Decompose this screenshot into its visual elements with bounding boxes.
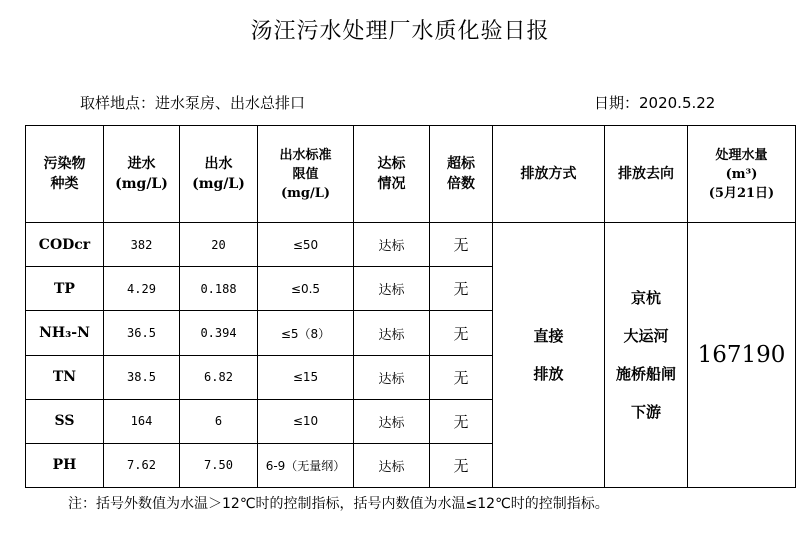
header-volume: 处理水量 (m³) (5月21日) (688, 126, 796, 223)
discharge-direction: 京杭 大运河 施桥船闸 下游 (605, 223, 688, 488)
limit-value: 6-9（无量纲） (258, 443, 354, 487)
header-discharge-direction: 排放去向 (605, 126, 688, 223)
report-title: 汤汪污水处理厂水质化验日报 (250, 19, 550, 44)
compliance-status: 达标 (354, 443, 430, 487)
exceed-multiple: 无 (430, 223, 493, 267)
compliance-status: 达标 (354, 399, 430, 443)
pollutant-name: NH₃-N (26, 311, 104, 355)
effluent-value: 0.188 (180, 267, 258, 311)
report-date: 日期：2020.5.22 (594, 94, 716, 112)
effluent-value: 6 (180, 399, 258, 443)
limit-value: ≤5（8） (258, 311, 354, 355)
influent-value: 382 (104, 223, 180, 267)
effluent-value: 6.82 (180, 355, 258, 399)
influent-value: 4.29 (104, 267, 180, 311)
limit-value: ≤0.5 (258, 267, 354, 311)
discharge-method: 直接 排放 (493, 223, 605, 488)
compliance-status: 达标 (354, 355, 430, 399)
influent-value: 164 (104, 399, 180, 443)
exceed-multiple: 无 (430, 355, 493, 399)
limit-value: ≤10 (258, 399, 354, 443)
limit-value: ≤15 (258, 355, 354, 399)
pollutant-name: TP (26, 267, 104, 311)
water-quality-table (25, 125, 796, 488)
effluent-value: 7.50 (180, 443, 258, 487)
effluent-value: 20 (180, 223, 258, 267)
exceed-multiple: 无 (430, 399, 493, 443)
influent-value: 7.62 (104, 443, 180, 487)
compliance-status: 达标 (354, 223, 430, 267)
influent-value: 36.5 (104, 311, 180, 355)
limit-value: ≤50 (258, 223, 354, 267)
influent-value: 38.5 (104, 355, 180, 399)
effluent-value: 0.394 (180, 311, 258, 355)
header-discharge-method: 排放方式 (493, 126, 605, 223)
header-limit: 出水标准 限值 (mg/L) (258, 126, 354, 223)
pollutant-name: TN (26, 355, 104, 399)
header-compliance: 达标 情况 (354, 126, 430, 223)
table-row (26, 223, 796, 267)
footnote: 注：括号外数值为水温＞12℃时的控制指标，括号内数值为水温≤12℃时的控制指标。 (68, 496, 609, 512)
pollutant-name: PH (26, 443, 104, 487)
header-pollutant: 污染物 种类 (26, 126, 104, 223)
compliance-status: 达标 (354, 267, 430, 311)
pollutant-name: CODcr (26, 223, 104, 267)
treated-volume: 167190 (688, 223, 796, 488)
header-influent: 进水 (mg/L) (104, 126, 180, 223)
exceed-multiple: 无 (430, 311, 493, 355)
compliance-status: 达标 (354, 311, 430, 355)
sampling-location: 取样地点：进水泵房、出水总排口 (80, 94, 306, 112)
pollutant-name: SS (26, 399, 104, 443)
exceed-multiple: 无 (430, 443, 493, 487)
header-effluent: 出水 (mg/L) (180, 126, 258, 223)
header-exceed: 超标 倍数 (430, 126, 493, 223)
table-header-row (26, 126, 796, 223)
exceed-multiple: 无 (430, 267, 493, 311)
